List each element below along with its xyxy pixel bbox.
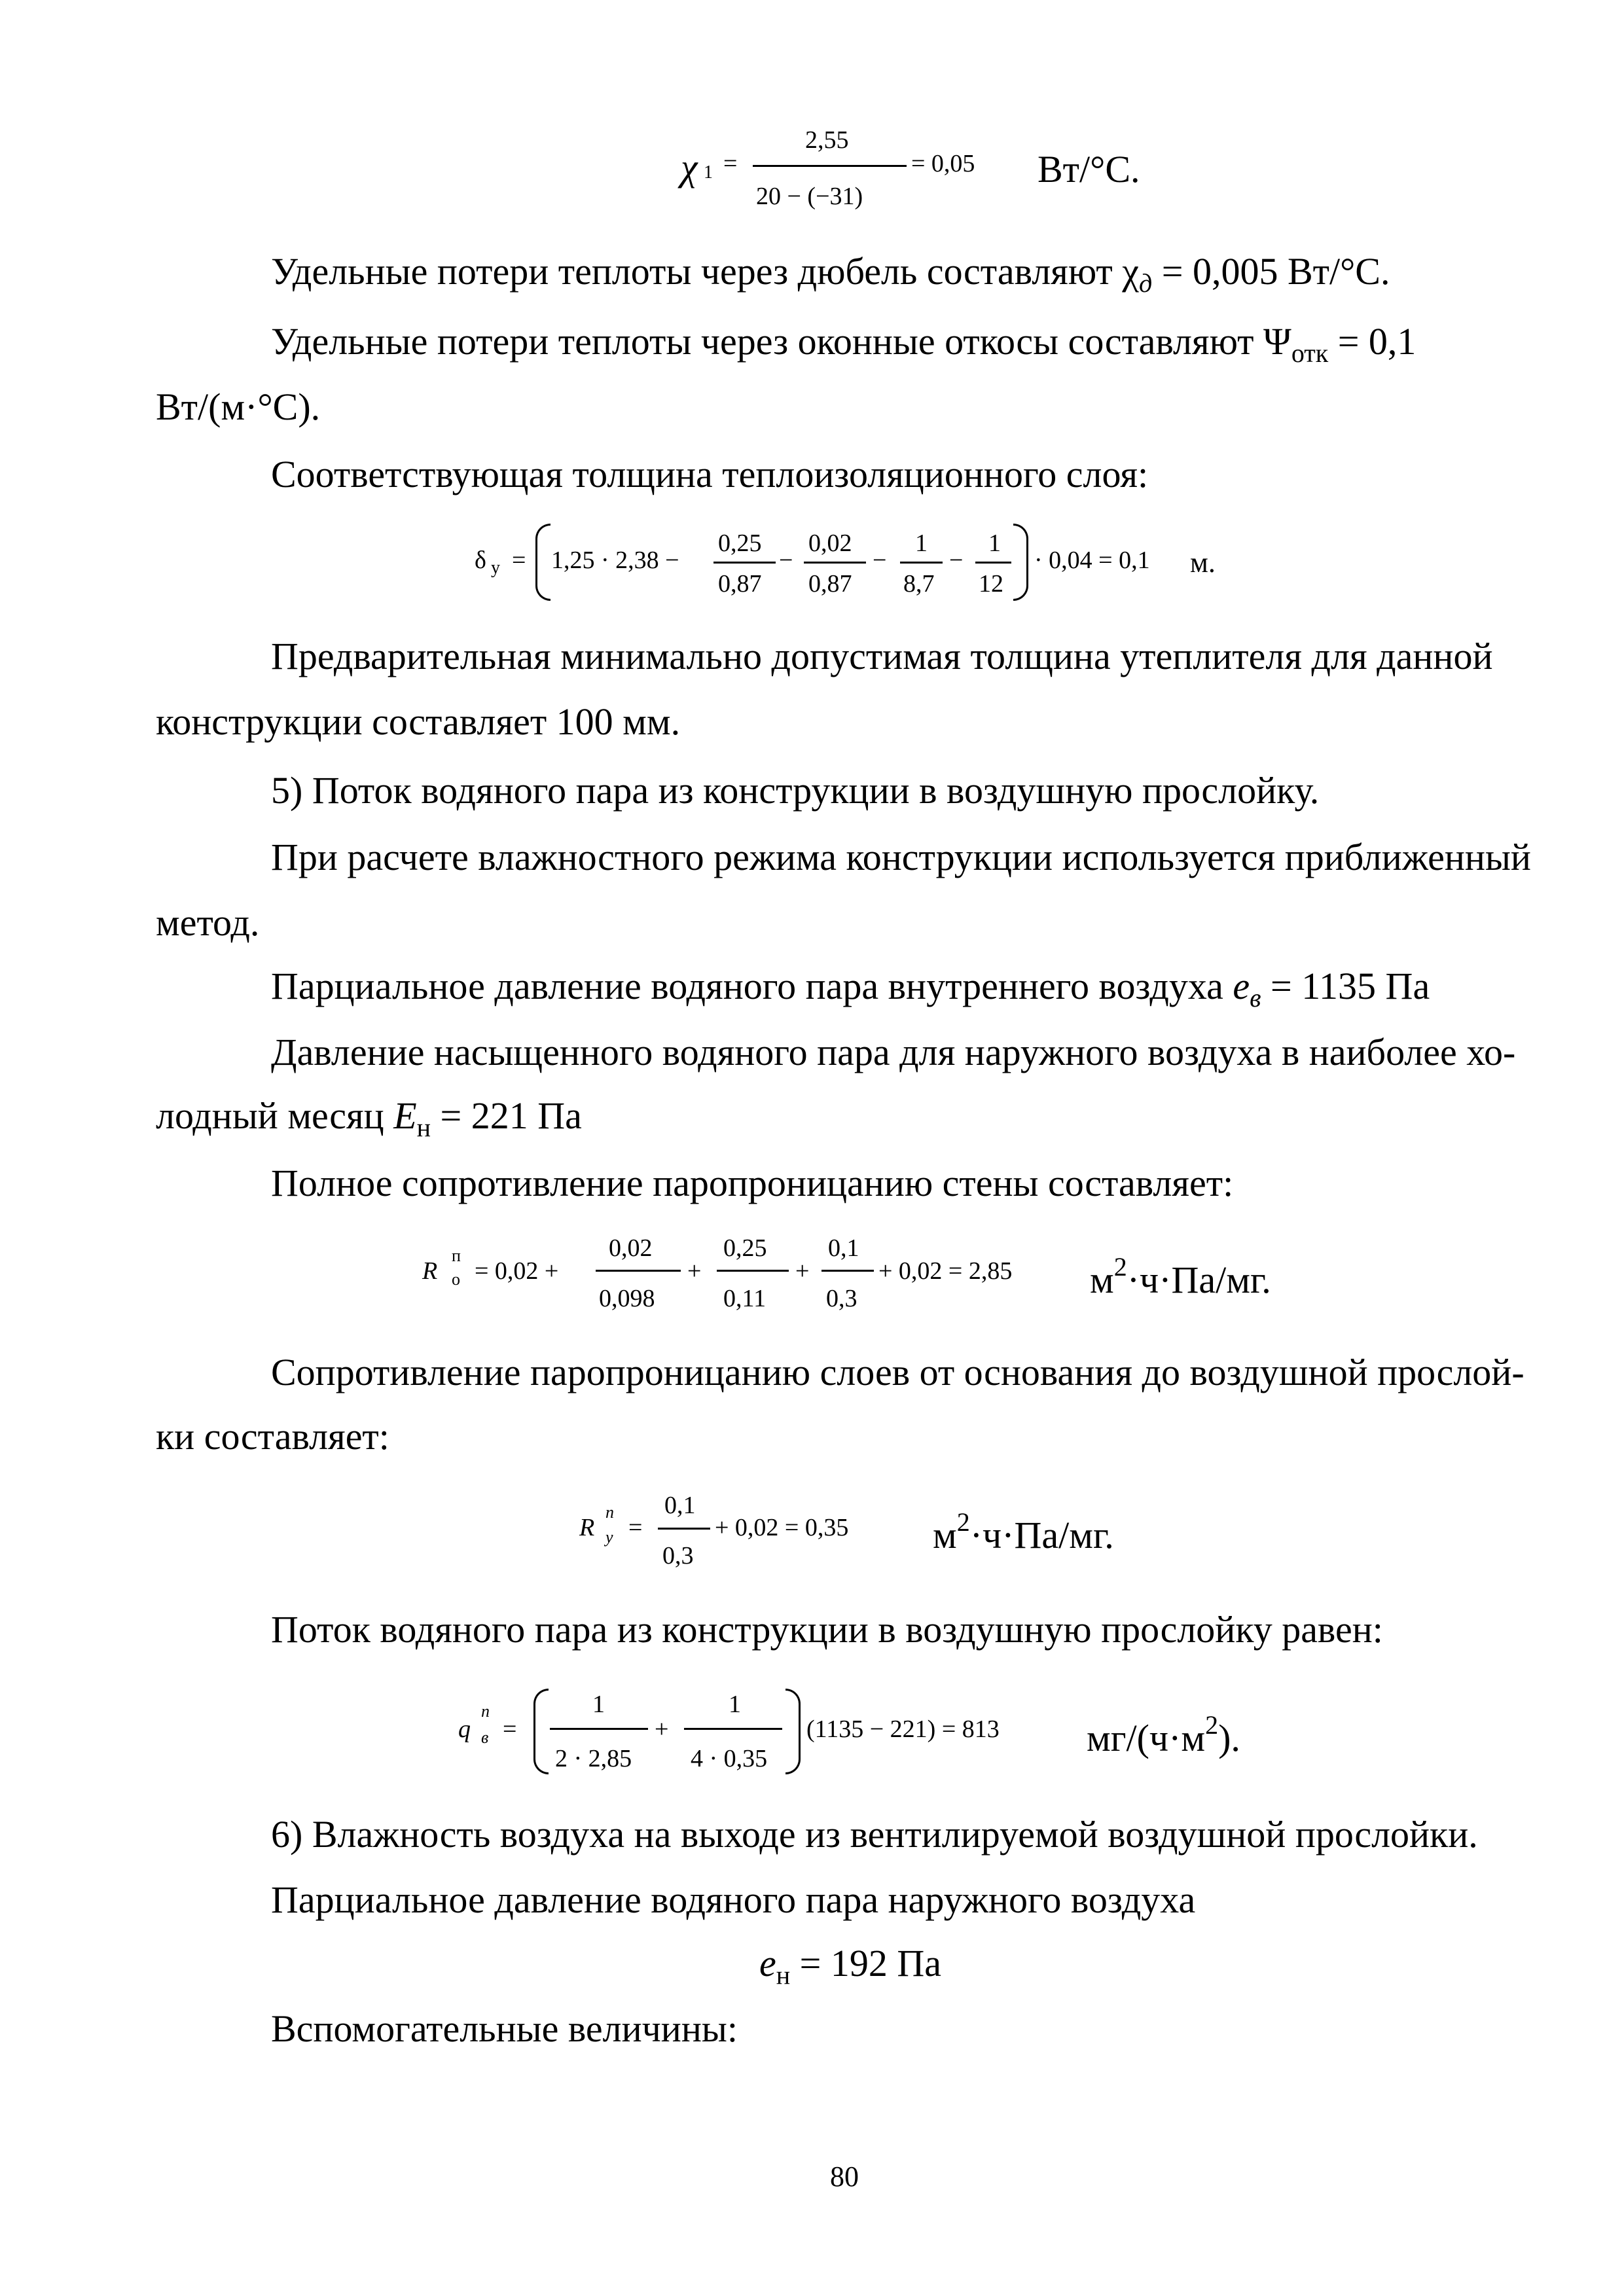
delta-minus3: − bbox=[949, 547, 964, 574]
paragraph-text: лодный месяц bbox=[156, 1094, 394, 1137]
paragraph-layer-resistance-line2: ки составляет: bbox=[156, 1415, 389, 1458]
Ry-tail: + 0,02 = 0,35 bbox=[715, 1514, 849, 1541]
en-variable: e bbox=[759, 1942, 776, 1984]
paragraph-method-line1: При расчете влажностного режима конструкции используется приближенный bbox=[271, 836, 1531, 878]
paragraph-insulation-thickness: Соответствующая толщина теплоизоляционного слоя: bbox=[271, 453, 1149, 495]
Ry-unit-sup: 2 bbox=[956, 1507, 970, 1537]
R0-f1-den: 0,098 bbox=[599, 1285, 655, 1312]
q-right-paren bbox=[785, 1689, 801, 1774]
delta-f4-num: 1 bbox=[988, 529, 1001, 557]
Ry-symbol: R bbox=[579, 1514, 595, 1541]
subscript: н bbox=[416, 1113, 431, 1142]
delta-subscript: у bbox=[491, 558, 500, 578]
Ry-subscript: у bbox=[605, 1528, 613, 1547]
formula-en bbox=[759, 1941, 941, 1998]
R0-unit-tail: ·ч·Па/мг. bbox=[1127, 1259, 1271, 1301]
delta-f2-den: 0,87 bbox=[808, 570, 852, 598]
delta-minus2: − bbox=[873, 547, 887, 574]
en-subscript: н bbox=[776, 1960, 791, 1990]
paragraph-window-loss-line2: Вт/(м·°С). bbox=[156, 386, 321, 428]
R0-f3-bar bbox=[821, 1270, 874, 1272]
R0-f3-num: 0,1 bbox=[828, 1234, 859, 1262]
section-heading-5: 5) Поток водяного пара из конструкции в воздушную прослойку. bbox=[271, 769, 1320, 812]
paragraph-saturated-pressure-line1: Давление насыщенного водяного пара для наружного воздуха в наиболее хо- bbox=[271, 1031, 1516, 1073]
q-unit bbox=[1087, 1710, 1240, 1760]
delta-left-paren bbox=[535, 524, 550, 601]
page-number: 80 bbox=[830, 2161, 859, 2193]
subscript: в bbox=[1250, 983, 1261, 1013]
delta-f1-den: 0,87 bbox=[718, 570, 762, 598]
Ry-unit-tail: ·ч·Па/мг. bbox=[969, 1514, 1114, 1556]
chi-numerator: 2,55 bbox=[805, 126, 849, 154]
paragraph-total-resistance: Полное сопротивление паропроницанию стены составляет: bbox=[271, 1162, 1234, 1204]
delta-tail: · 0,04 = 0,1 bbox=[1034, 547, 1150, 574]
chi-equals: = bbox=[723, 150, 738, 177]
R0-f2-bar bbox=[717, 1270, 789, 1272]
q-unit-sup: 2 bbox=[1205, 1710, 1219, 1740]
delta-f2-num: 0,02 bbox=[808, 529, 852, 557]
q-tail: (1135 − 221) = 813 bbox=[806, 1715, 1000, 1743]
R0-unit-base: м bbox=[1090, 1259, 1114, 1301]
R0-term1: = 0,02 + bbox=[475, 1257, 559, 1285]
paragraph-vapor-flow: Поток водяного пара из конструкции в воздушную прослойку равен: bbox=[271, 1608, 1383, 1651]
variable: e bbox=[1233, 965, 1250, 1007]
q-f2-num: 1 bbox=[729, 1691, 741, 1718]
R0-f2-num: 0,25 bbox=[723, 1234, 767, 1262]
delta-f3-den: 8,7 bbox=[903, 570, 935, 598]
delta-f3-bar bbox=[900, 562, 943, 564]
delta-f2-bar bbox=[804, 562, 866, 564]
paragraph-saturated-pressure-line2 bbox=[156, 1093, 582, 1151]
paragraph-min-thickness-line1: Предварительная минимально допустимая толщина утеплителя для данной bbox=[271, 635, 1493, 677]
paragraph-window-loss-line1 bbox=[271, 319, 1416, 376]
Ry-unit bbox=[933, 1507, 1114, 1557]
Ry-f-bar bbox=[658, 1528, 710, 1530]
q-f2-den: 4 · 0,35 bbox=[691, 1745, 768, 1772]
delta-f1-num: 0,25 bbox=[718, 529, 762, 557]
q-equals: = bbox=[503, 1715, 517, 1743]
paragraph-text: Парциальное давление водяного пара внутреннего воздуха bbox=[271, 965, 1233, 1007]
Ry-f-num: 0,1 bbox=[664, 1492, 696, 1519]
R0-unit bbox=[1090, 1251, 1271, 1302]
R0-subscript: о bbox=[452, 1270, 460, 1289]
delta-symbol: δ bbox=[475, 547, 486, 574]
chi-unit: Вт/°С. bbox=[1038, 148, 1140, 190]
q-symbol: q bbox=[458, 1715, 471, 1743]
R0-tail: + 0,02 = 2,85 bbox=[878, 1257, 1013, 1285]
delta-minus1: − bbox=[779, 547, 793, 574]
delta-f4-bar bbox=[975, 562, 1011, 564]
q-unit-tail: ). bbox=[1218, 1717, 1240, 1759]
R0-f1-num: 0,02 bbox=[609, 1234, 653, 1262]
paragraph-dowel-loss bbox=[271, 249, 1390, 306]
paragraph-text: Удельные потери теплоты через дюбель составляют χ bbox=[271, 250, 1139, 293]
Ry-superscript: п bbox=[605, 1503, 614, 1522]
paragraph-tail: = 0,005 Вт/°С. bbox=[1152, 250, 1390, 293]
chi-result: = 0,05 bbox=[911, 150, 975, 177]
delta-unit: м. bbox=[1190, 547, 1216, 579]
Ry-f-den: 0,3 bbox=[662, 1542, 694, 1570]
section-heading-6: 6) Влажность воздуха на выходе из вентилируемой воздушной прослойки. bbox=[271, 1813, 1478, 1856]
delta-right-paren bbox=[1013, 524, 1028, 601]
chi-denominator: 20 − (−31) bbox=[756, 183, 863, 210]
chi-fraction-bar bbox=[753, 165, 907, 167]
paragraph-text: Удельные потери теплоты через оконные откосы составляют Ψ bbox=[271, 320, 1291, 363]
subscript: д bbox=[1139, 268, 1153, 298]
paragraph-tail: = 1135 Па bbox=[1261, 965, 1430, 1007]
R0-symbol: R bbox=[422, 1257, 438, 1285]
q-unit-base: мг/(ч·м bbox=[1087, 1717, 1206, 1759]
q-f2-bar bbox=[684, 1728, 782, 1730]
Ry-equals: = bbox=[628, 1514, 643, 1541]
q-superscript: п bbox=[481, 1702, 490, 1721]
delta-f4-den: 12 bbox=[979, 570, 1003, 598]
q-f1-num: 1 bbox=[592, 1691, 605, 1718]
paragraph-layer-resistance-line1: Сопротивление паропроницанию слоев от основания до воздушной прослой- bbox=[271, 1351, 1525, 1393]
paragraph-outer-vapor-pressure: Парциальное давление водяного пара наружного воздуха bbox=[271, 1878, 1196, 1921]
chi-symbol: χ bbox=[681, 146, 698, 188]
R0-plus2: + bbox=[795, 1257, 810, 1285]
q-f1-bar bbox=[550, 1728, 648, 1730]
R0-plus1: + bbox=[687, 1257, 702, 1285]
paragraph-method-line2: метод. bbox=[156, 901, 260, 944]
delta-f1-bar bbox=[713, 562, 776, 564]
Ry-unit-base: м bbox=[933, 1514, 957, 1556]
R0-f2-den: 0,11 bbox=[723, 1285, 767, 1312]
variable: E bbox=[393, 1094, 417, 1137]
R0-superscript: п bbox=[452, 1246, 461, 1265]
R0-f1-bar bbox=[596, 1270, 681, 1272]
subscript: отк bbox=[1291, 338, 1329, 368]
R0-f3-den: 0,3 bbox=[826, 1285, 857, 1312]
paragraph-auxiliary-values: Вспомогательные величины: bbox=[271, 2007, 738, 2050]
R0-unit-sup: 2 bbox=[1113, 1252, 1127, 1282]
paragraph-inner-vapor-pressure bbox=[271, 963, 1430, 1021]
q-f1-den: 2 · 2,85 bbox=[555, 1745, 632, 1772]
paragraph-min-thickness-line2: конструкции составляет 100 мм. bbox=[156, 700, 681, 743]
paragraph-tail: = 0,1 bbox=[1328, 320, 1416, 363]
delta-f3-num: 1 bbox=[915, 529, 928, 557]
chi-subscript: 1 bbox=[704, 162, 713, 183]
q-subscript: в bbox=[481, 1728, 489, 1747]
q-plus: + bbox=[655, 1715, 669, 1743]
delta-term1: 1,25 · 2,38 − bbox=[551, 547, 679, 574]
q-left-paren bbox=[533, 1689, 549, 1774]
paragraph-tail: = 221 Па bbox=[431, 1094, 582, 1137]
delta-equals: = bbox=[512, 547, 526, 574]
en-value: = 192 Па bbox=[790, 1942, 941, 1984]
